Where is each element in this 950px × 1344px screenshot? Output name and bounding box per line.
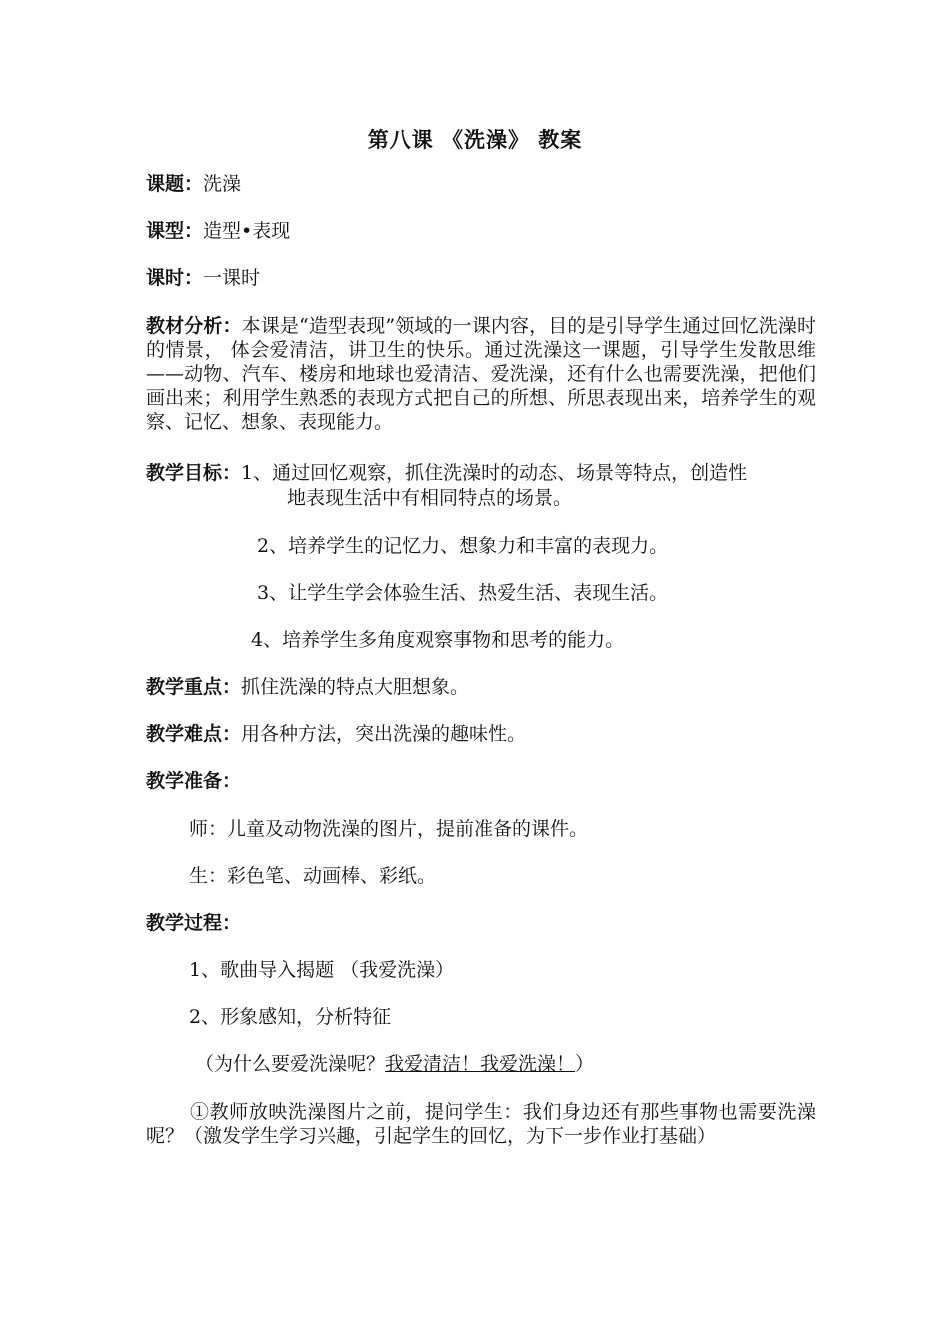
process-step-2: 2、形象感知，分析特征 [189,1006,392,1028]
type-label: 课型： [146,220,204,242]
difficulty-text: 用各种方法，突出洗澡的趣味性。 [241,723,527,745]
analysis-paragraph [146,314,816,434]
quote-underlined: 我爱清洁！我爱洗澡！ [385,1053,576,1075]
key-point-label: 教学重点： [146,676,242,698]
process-note: ①教师放映洗澡图片之前，提问学生：我们身边还有那些事物也需要洗澡呢？（激发学生学习兴趣，引起学生的回忆，为下一步作业打基础） [146,1101,816,1147]
key-point-row [146,675,816,699]
goal-item-2: 2、培养学生的记忆力、想象力和丰富的表现力。 [257,535,669,557]
quote-open: （为什么要爱洗澡呢？ [195,1053,386,1075]
process-quote [195,1052,594,1076]
difficulty-label: 教学难点： [146,723,242,745]
difficulty-row [146,722,816,746]
topic-row [146,172,816,196]
goal-item-1-line-1: 1、通过回忆观察，抓住洗澡时的动态、场景等特点，创造性 [241,462,748,484]
key-point-text: 抓住洗澡的特点大胆想象。 [241,676,470,698]
goal-item-1-line-2: 地表现生活中有相同特点的场景。 [287,487,573,509]
prep-teacher: 师：儿童及动物洗澡的图片，提前准备的课件。 [189,818,589,840]
prep-label: 教学准备： [146,770,242,792]
hours-label: 课时： [146,267,204,289]
page-title: 第八课 《洗澡》 教案 [367,128,583,152]
type-value: 造型•表现 [203,220,291,242]
topic-value: 洗澡 [203,173,242,195]
analysis-text: 本课是“造型表现”领域的一课内容，目的是引导学生通过回忆洗澡时的情景， 体会爱清洁，讲卫生的快乐。通过洗澡这一课题，引导学生发散思维——动物、汽车、楼房和地球也爱清洁、爱洗澡，还有什么也需要洗澡，把他们画出来；利用学生熟悉的表现方式把自己的所想、所思表现出来，培养学生的观察、记忆、想象、表现能力。 [146,315,816,433]
process-label: 教学过程： [146,912,242,934]
prep-heading [146,769,816,793]
topic-label: 课题： [146,173,204,195]
hours-row [146,266,816,290]
goals-label: 教学目标： [146,462,242,484]
goal-item-4: 4、培养学生多角度观察事物和思考的能力。 [251,629,625,651]
prep-student: 生：彩色笔、动画棒、彩纸。 [189,865,437,887]
analysis-label: 教材分析： [146,315,242,337]
process-step-1: 1、歌曲导入揭题 （我爱洗澡） [189,959,455,981]
type-row [146,219,816,243]
goal-item-3: 3、让学生学会体验生活、热爱生活、表现生活。 [257,582,669,604]
hours-value: 一课时 [203,267,261,289]
goals-row [146,461,816,485]
process-heading [146,911,816,935]
quote-close: ） [575,1053,595,1075]
